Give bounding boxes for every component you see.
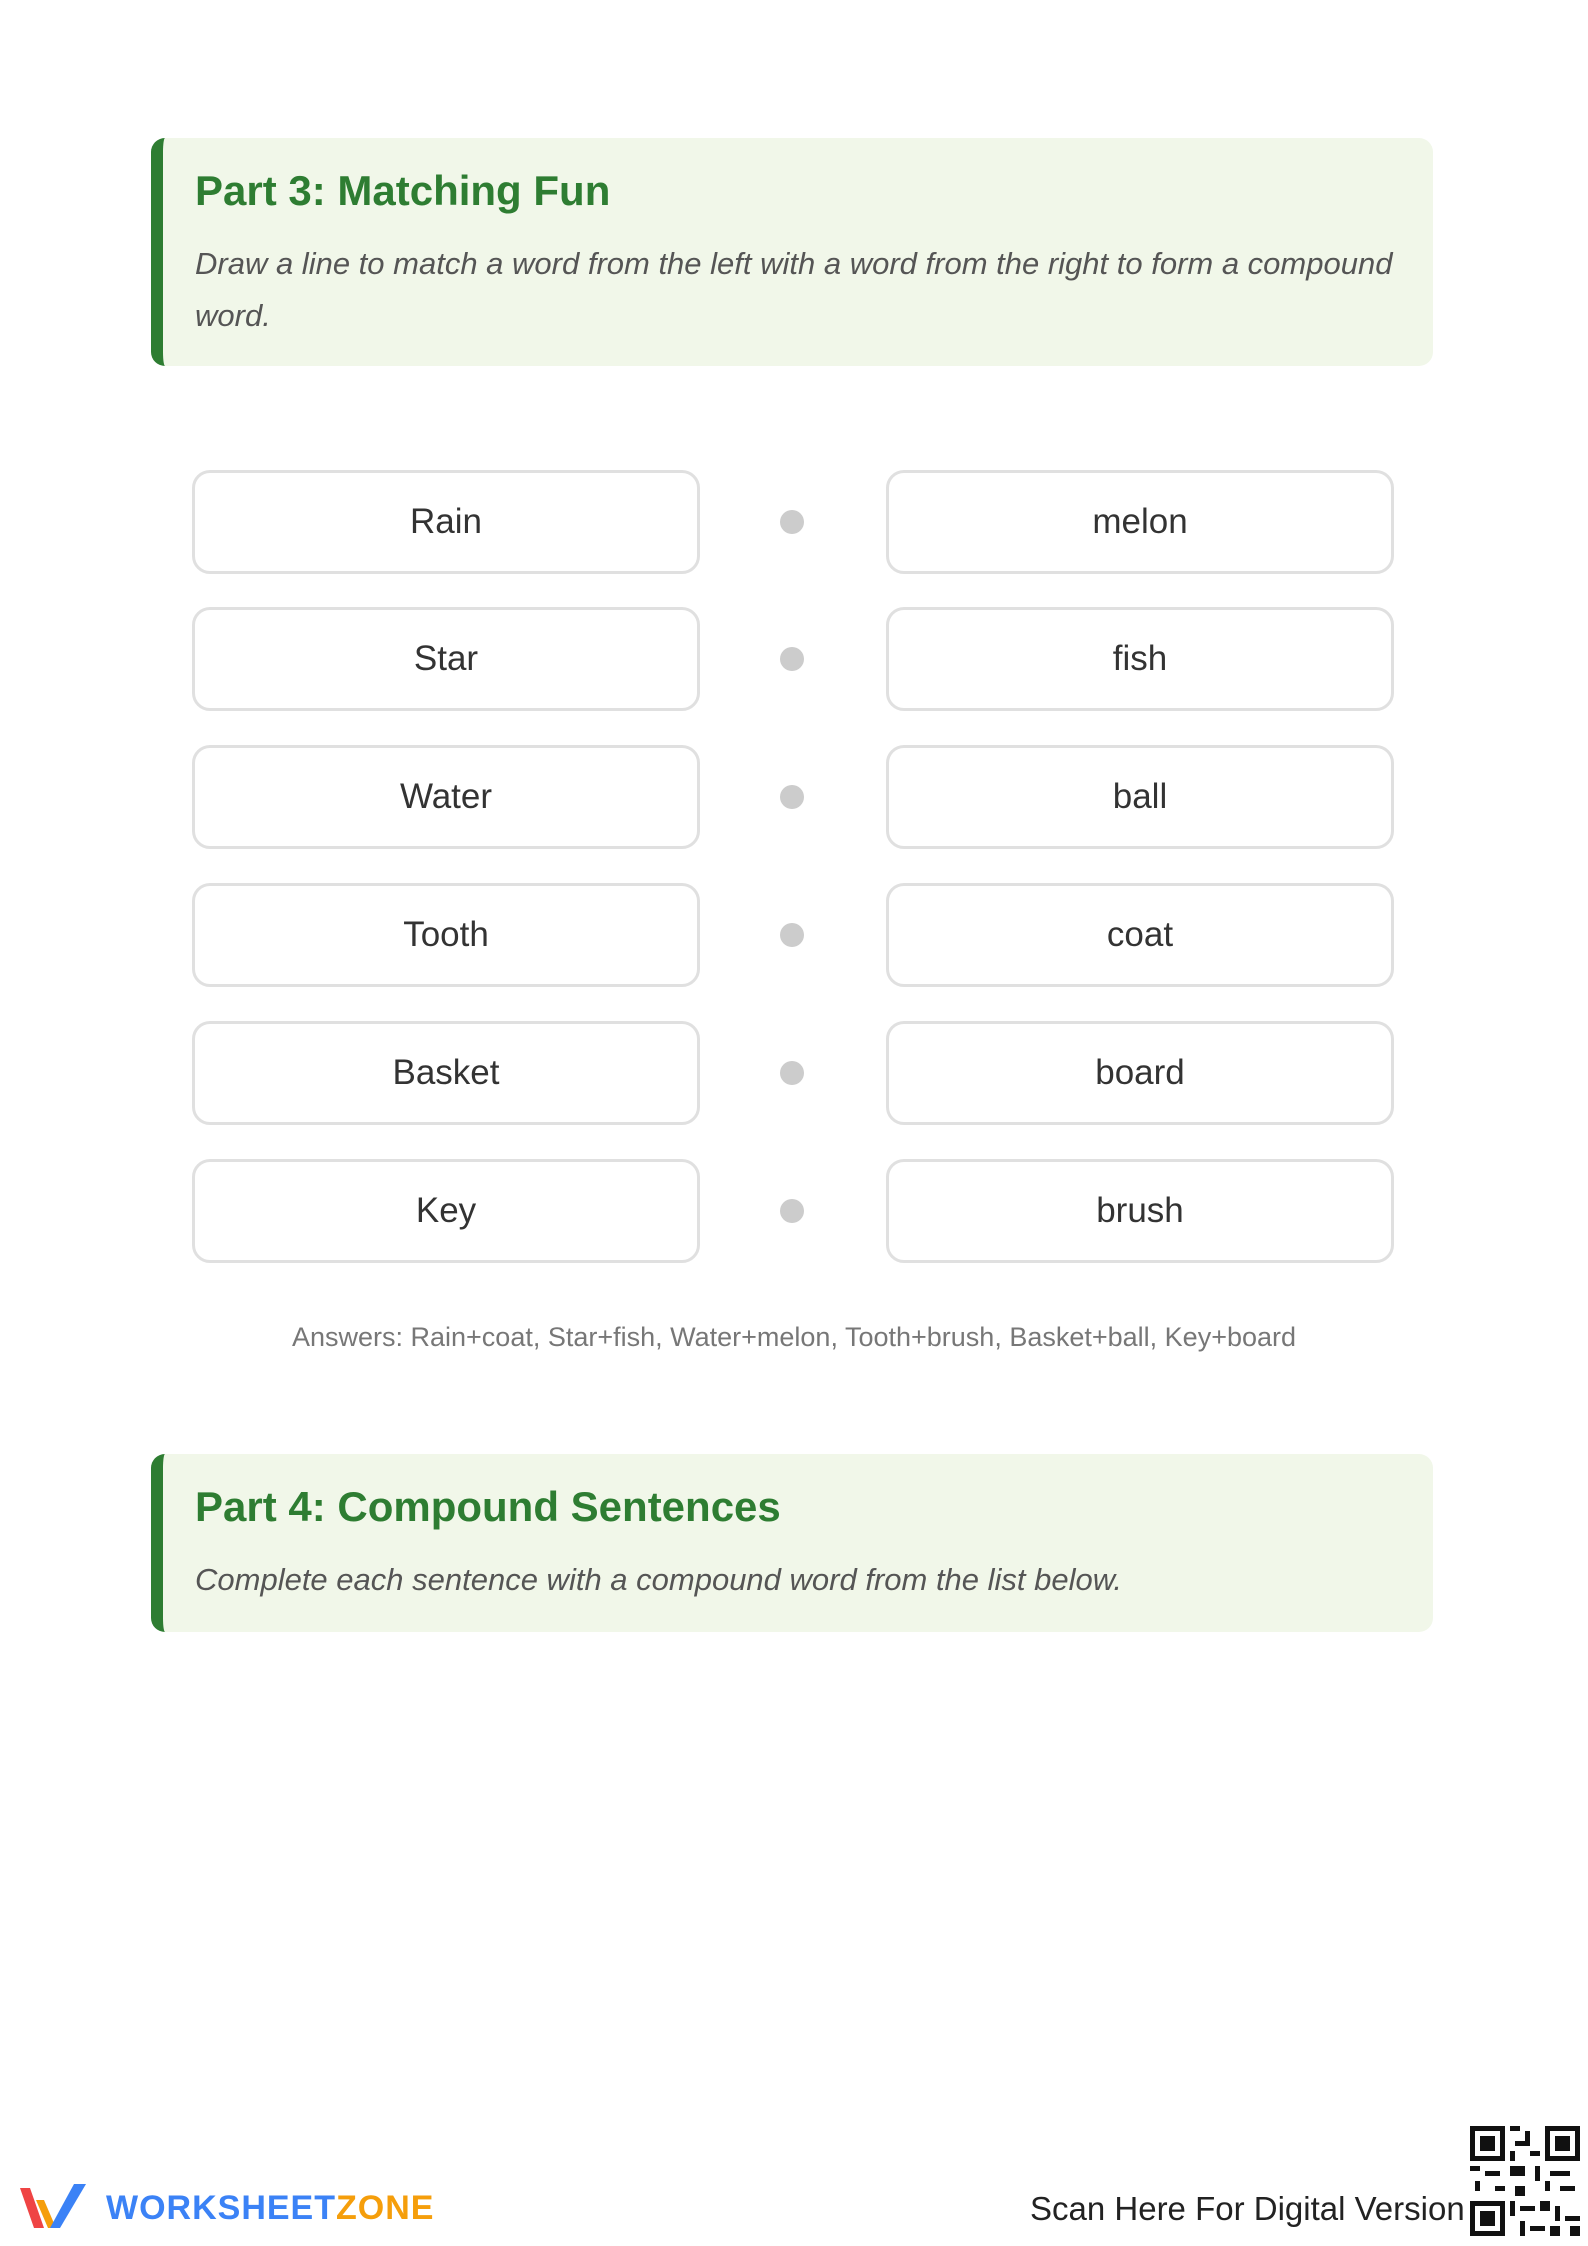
right-word-box[interactable]: board: [886, 1021, 1394, 1125]
match-dot[interactable]: [780, 1061, 804, 1085]
right-word-box[interactable]: brush: [886, 1159, 1394, 1263]
match-dot[interactable]: [780, 647, 804, 671]
part3-instructions: Draw a line to match a word from the left with a word from the right to form a compound word.: [195, 246, 1393, 334]
part3-title: Part 3: Matching Fun: [195, 167, 611, 214]
left-word-box[interactable]: Rain: [192, 470, 700, 574]
match-dot[interactable]: [780, 785, 804, 809]
right-word-box[interactable]: ball: [886, 745, 1394, 849]
match-row: [0, 470, 1588, 574]
part4-instructions: Complete each sentence with a compound word from the list below.: [195, 1562, 1123, 1598]
left-word-box[interactable]: Key: [192, 1159, 700, 1263]
match-row: [0, 745, 1588, 849]
answer-key: Answers: Rain+coat, Star+fish, Water+melon, Tooth+brush, Basket+ball, Key+board: [291, 1322, 1297, 1352]
match-row: [0, 883, 1588, 987]
left-word-box[interactable]: Water: [192, 745, 700, 849]
worksheetzone-logo[interactable]: [16, 2178, 434, 2238]
match-row: [0, 607, 1588, 711]
match-row: [0, 1159, 1588, 1263]
right-word-box[interactable]: fish: [886, 607, 1394, 711]
match-row: [0, 1021, 1588, 1125]
logo-wordmark: [106, 2189, 434, 2228]
left-word-box[interactable]: Basket: [192, 1021, 700, 1125]
right-word-box[interactable]: coat: [886, 883, 1394, 987]
match-dot[interactable]: [780, 923, 804, 947]
part4-header-box: [151, 1454, 1433, 1632]
match-dot[interactable]: [780, 1199, 804, 1223]
scan-here-label: Scan Here For Digital Version: [1030, 2190, 1465, 2227]
left-word-box[interactable]: Tooth: [192, 883, 700, 987]
logo-wordmark-part2: ZONE: [336, 2188, 435, 2227]
logo-wordmark-part1: WORKSHEET: [106, 2188, 336, 2227]
worksheetzone-logo-icon: [16, 2178, 92, 2238]
match-dot[interactable]: [780, 510, 804, 534]
qr-code-icon[interactable]: [1470, 2126, 1580, 2236]
left-word-box[interactable]: Star: [192, 607, 700, 711]
part4-title: Part 4: Compound Sentences: [195, 1483, 781, 1530]
part3-header-box: [151, 138, 1433, 366]
right-word-box[interactable]: melon: [886, 470, 1394, 574]
